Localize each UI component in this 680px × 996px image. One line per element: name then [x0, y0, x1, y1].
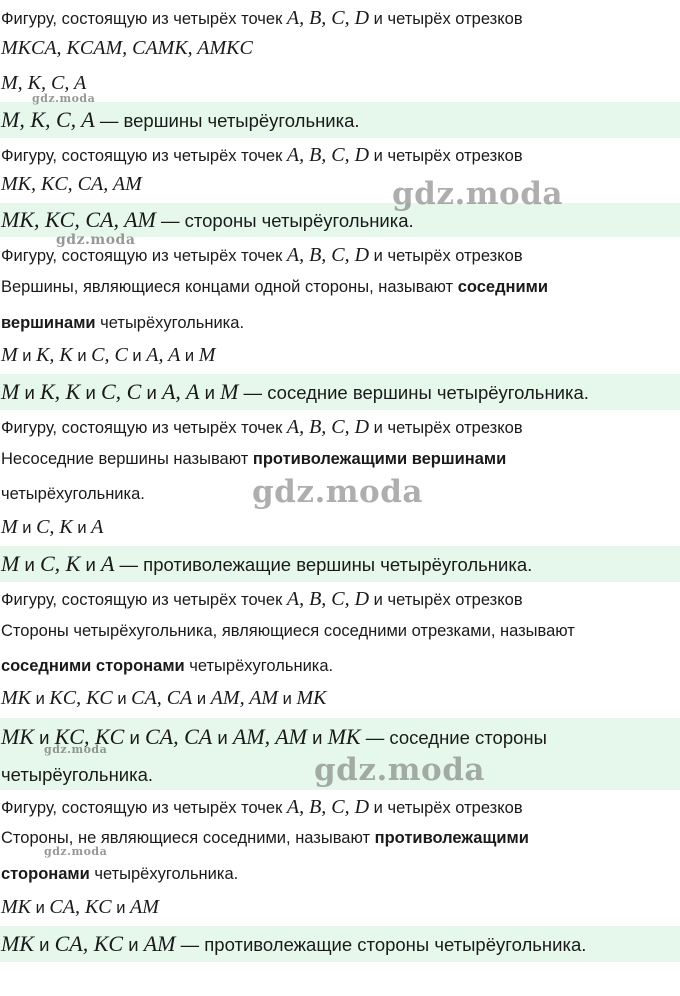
- answer-text: — соседние вершины четырёугольника.: [238, 382, 589, 403]
- math-term: AM: [249, 687, 279, 709]
- math-comma: ,: [239, 687, 250, 709]
- connector: и: [124, 727, 145, 748]
- math-term: M: [1, 516, 18, 538]
- connector: и: [34, 934, 55, 955]
- connector: и: [31, 690, 50, 708]
- answer-line: [0, 553, 680, 575]
- math-term: K: [59, 516, 73, 538]
- given-text: и четырёх отрезков: [369, 799, 523, 817]
- math-term: C: [91, 344, 105, 366]
- math-term: C: [39, 551, 55, 576]
- answer-line: [0, 109, 680, 131]
- definition-term: сторонами: [1, 865, 90, 883]
- math-term: MK: [1, 687, 31, 709]
- definition-term: соседними сторонами: [1, 657, 185, 675]
- answer-box: [0, 926, 680, 962]
- given-text: и четырёх отрезков: [369, 247, 523, 265]
- math-term: A: [146, 344, 159, 366]
- given-text: Фигуру, состоящую из четырёх точек: [1, 591, 287, 609]
- math-term: A: [186, 379, 200, 404]
- definition-term: вершинами: [1, 314, 96, 332]
- math-term: AM: [143, 931, 176, 956]
- math-comma: ,: [74, 896, 85, 918]
- math-term: CA: [54, 931, 83, 956]
- given-text: Фигуру, состоящую из четырёх точек: [1, 247, 287, 265]
- given-text: Фигуру, состоящую из четырёх точек: [1, 10, 287, 28]
- math-term: MK: [1, 931, 34, 956]
- given-line: [0, 145, 680, 165]
- given-text: и четырёх отрезков: [369, 591, 523, 609]
- definition-line: [0, 315, 680, 332]
- math-segments: MKCA, KCAM, CAMK, AMKC: [1, 37, 253, 59]
- math-comma: ,: [76, 687, 87, 709]
- connector: и: [72, 347, 92, 365]
- math-term: KC: [86, 687, 113, 709]
- definition-term: противолежащими: [374, 829, 529, 847]
- math-term: MK: [1, 896, 31, 918]
- given-text: и четырёх отрезков: [369, 10, 523, 28]
- definition-line: [0, 451, 680, 468]
- answer-line: [0, 933, 680, 955]
- answer-text: — противолежащие вершины четырёугольника.: [114, 554, 533, 575]
- math-term: M: [198, 344, 216, 366]
- given-text: Фигуру, состоящую из четырёх точек: [1, 147, 287, 165]
- answer-math: M, K, C, A: [1, 107, 95, 132]
- math-comma: ,: [156, 687, 167, 709]
- watermark-small: gdz.moda: [44, 845, 108, 858]
- answer-text: — соседние стороны: [360, 727, 547, 748]
- math-term: KC: [84, 896, 112, 918]
- definition-line: [0, 866, 680, 883]
- math-term: K: [59, 344, 73, 366]
- connector: и: [306, 727, 328, 748]
- definition-line: [0, 623, 680, 640]
- math-term: K: [39, 379, 55, 404]
- math-comma: ,: [54, 379, 66, 404]
- math-comma: ,: [104, 344, 115, 366]
- definition-text: Стороны, не являющиеся соседними, называют: [1, 829, 375, 847]
- math-line: [0, 73, 680, 93]
- math-comma: ,: [49, 516, 60, 538]
- math-term: C: [126, 379, 142, 404]
- given-line: [0, 417, 680, 437]
- math-term: MK: [327, 724, 361, 749]
- connector: и: [199, 382, 221, 403]
- answer-math: MK, KC, CA, AM: [1, 207, 156, 232]
- definition-text: четырёхугольника.: [1, 485, 145, 503]
- watermark-small: gdz.moda: [44, 743, 108, 756]
- answer-line: [0, 209, 680, 231]
- answer-box: [0, 374, 680, 410]
- answer-text: четырёугольника.: [1, 764, 154, 785]
- math-points: A, B, C, D: [286, 796, 370, 818]
- math-term: CA: [49, 896, 75, 918]
- definition-text: Несоседние вершины называют: [1, 450, 253, 468]
- connector: и: [212, 727, 233, 748]
- math-vertices: M, K, C, A: [1, 72, 87, 94]
- math-comma: ,: [264, 724, 276, 749]
- connector: и: [111, 899, 131, 917]
- math-points: A, B, C, D: [286, 144, 370, 166]
- answer-box: [0, 102, 680, 138]
- math-term: AM: [275, 724, 307, 749]
- math-term: MK: [296, 687, 327, 709]
- connector: и: [127, 347, 147, 365]
- given-text: Фигуру, состоящую из четырёх точек: [1, 799, 287, 817]
- connector: и: [123, 934, 144, 955]
- connector: и: [192, 690, 211, 708]
- definition-text: четырёхугольника.: [95, 314, 245, 332]
- given-line: [0, 245, 680, 265]
- definition-text: четырёхугольника.: [184, 657, 334, 675]
- connector: и: [31, 899, 50, 917]
- math-term: AM: [130, 896, 159, 918]
- watermark-small: gdz.moda: [32, 92, 96, 105]
- pairs-line: [0, 688, 680, 708]
- math-term: M: [1, 344, 18, 366]
- math-term: A: [161, 379, 176, 404]
- math-term: A: [100, 551, 115, 576]
- watermark-small: gdz.moda: [56, 232, 136, 248]
- pairs-line: [0, 517, 680, 537]
- math-term: AM: [232, 724, 265, 749]
- math-comma: ,: [173, 724, 185, 749]
- math-line: [0, 38, 680, 58]
- given-text: Фигуру, состоящую из четырёх точек: [1, 419, 287, 437]
- connector: и: [17, 519, 37, 537]
- math-term: A: [168, 344, 181, 366]
- math-term: KC: [94, 724, 125, 749]
- math-term: CA: [131, 687, 157, 709]
- math-comma: ,: [54, 551, 66, 576]
- definition-term: противолежащими вершинами: [252, 450, 507, 468]
- math-points: A, B, C, D: [286, 588, 370, 610]
- math-comma: ,: [82, 931, 94, 956]
- watermark-large: gdz.moda: [252, 474, 423, 510]
- answer-line: [0, 381, 680, 403]
- connector: и: [72, 519, 92, 537]
- math-line: [0, 174, 680, 194]
- math-term: M: [220, 379, 239, 404]
- connector: и: [17, 347, 37, 365]
- watermark-large: gdz.moda: [314, 752, 485, 788]
- math-term: M: [1, 551, 20, 576]
- math-term: KC: [54, 724, 84, 749]
- pairs-line: [0, 345, 680, 365]
- math-comma: ,: [49, 344, 60, 366]
- definition-line: [0, 279, 680, 296]
- definition-line: [0, 658, 680, 675]
- math-points: A, B, C, D: [286, 416, 370, 438]
- math-term: CA: [166, 687, 193, 709]
- math-term: M: [1, 379, 20, 404]
- math-term: AM: [210, 687, 240, 709]
- math-term: C: [100, 379, 116, 404]
- math-points: A, B, C, D: [286, 244, 370, 266]
- given-text: и четырёх отрезков: [369, 419, 523, 437]
- math-term: K: [65, 551, 81, 576]
- math-segments: MK, KC, CA, AM: [1, 173, 142, 195]
- math-term: K: [65, 379, 81, 404]
- math-comma: ,: [175, 379, 187, 404]
- connector: и: [80, 554, 101, 575]
- connector: и: [112, 690, 132, 708]
- watermark-large: gdz.moda: [392, 176, 563, 212]
- answer-text: — вершины четырёугольника.: [94, 110, 360, 131]
- pairs-line: [0, 897, 680, 917]
- definition-text: Вершины, являющиеся концами одной стороны, называют: [1, 278, 458, 296]
- math-term: MK: [1, 724, 34, 749]
- definition-term: соседними: [457, 278, 549, 296]
- connector: и: [34, 727, 55, 748]
- math-comma: ,: [83, 724, 95, 749]
- given-line: [0, 589, 680, 609]
- math-term: KC: [93, 931, 124, 956]
- answer-box: [0, 546, 680, 582]
- math-term: C: [114, 344, 128, 366]
- connector: и: [278, 690, 297, 708]
- given-text: и четырёх отрезков: [369, 147, 523, 165]
- math-term: CA: [144, 724, 174, 749]
- connector: и: [19, 382, 40, 403]
- connector: и: [80, 382, 101, 403]
- given-line: [0, 8, 680, 28]
- given-line: [0, 797, 680, 817]
- math-term: C: [36, 516, 50, 538]
- math-term: K: [36, 344, 50, 366]
- math-comma: ,: [158, 344, 169, 366]
- definition-text: Стороны четырёхугольника, являющиеся соседними отрезками, называют: [1, 622, 575, 640]
- definition-text: четырёхугольника.: [89, 865, 239, 883]
- connector: и: [19, 554, 40, 575]
- connector: и: [141, 382, 162, 403]
- math-term: KC: [49, 687, 77, 709]
- answer-text: — противолежащие стороны четырёугольника.: [175, 934, 587, 955]
- answer-text: — стороны четырёугольника.: [155, 210, 414, 231]
- math-comma: ,: [115, 379, 127, 404]
- math-points: A, B, C, D: [286, 7, 370, 29]
- connector: и: [180, 347, 199, 365]
- math-term: A: [91, 516, 104, 538]
- math-term: CA: [184, 724, 213, 749]
